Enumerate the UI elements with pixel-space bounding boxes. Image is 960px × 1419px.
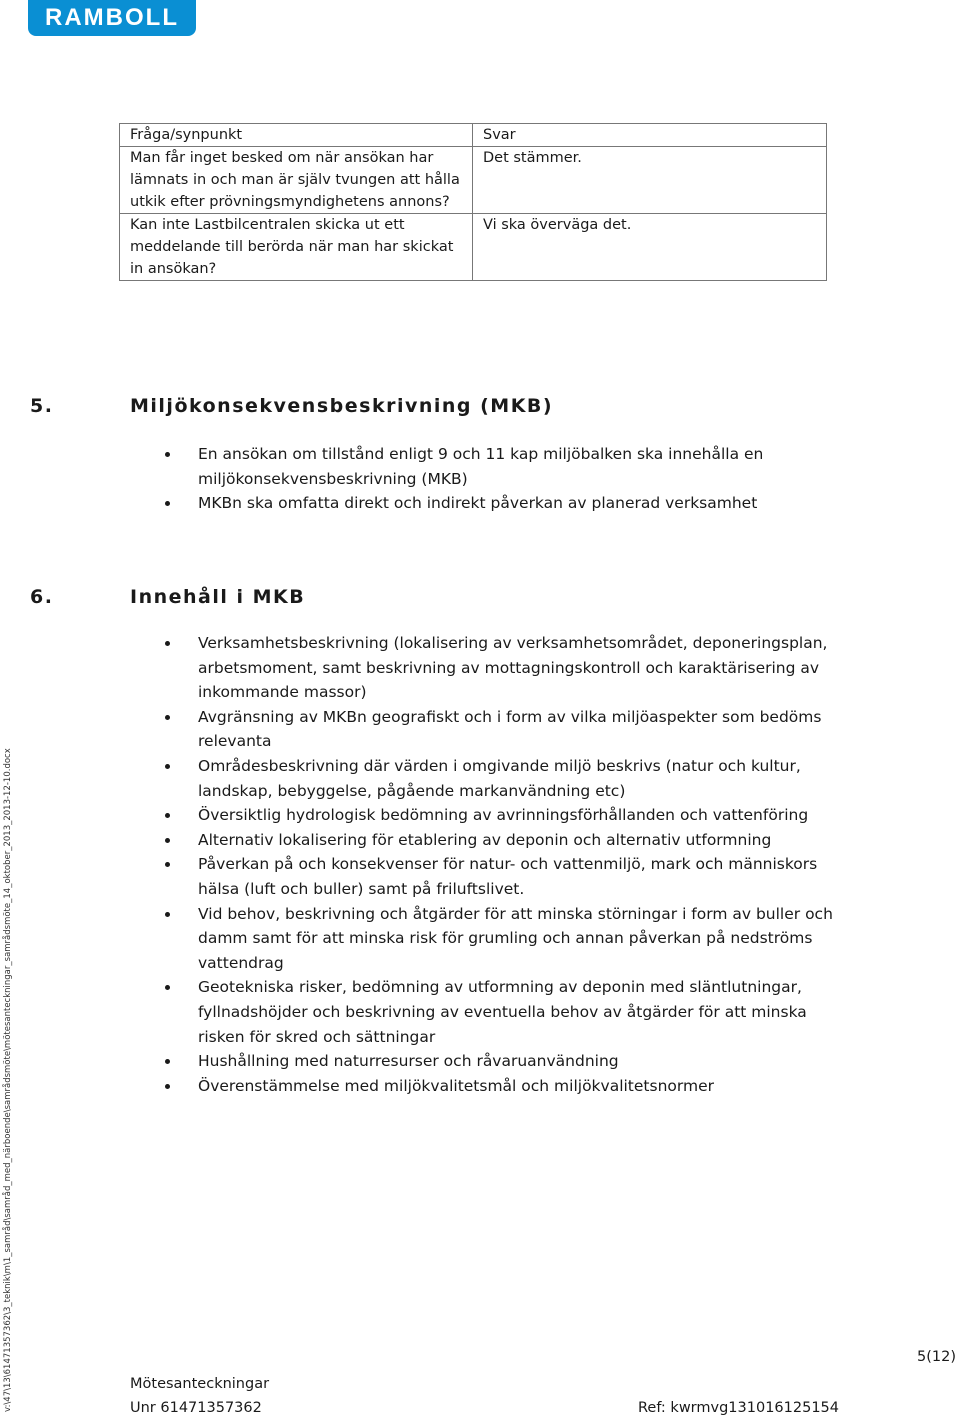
bullet-icon (165, 838, 170, 843)
bullet-icon (165, 1084, 170, 1089)
document-file-path: v:\47\13\61471357362\3_teknik\m\1_samråd\samråd_med_närboende\samrådsmöte\mötesanteckningar_samrådsmöte_14_oktober_2013_2013-12-10.docx (3, 748, 13, 1412)
list-item (160, 902, 840, 976)
answer-cell: Det stämmer. (473, 147, 827, 214)
bullet-text: En ansökan om tillstånd enligt 9 och 11 kap miljöbalken ska innehålla en miljökonsekvensbeskrivning (MKB) (198, 445, 764, 488)
list-item (160, 975, 840, 1049)
qa-table (119, 123, 827, 281)
question-cell: Man får inget besked om när ansökan har lämnats in och man är själv tvungen att hålla utkik efter prövningsmyndighetens annons? (120, 147, 473, 214)
bullet-icon (165, 912, 170, 917)
list-item (160, 852, 840, 901)
header-answer: Svar (473, 124, 827, 147)
bullet-text: Översiktlig hydrologisk bedömning av avrinningsförhållanden och vattenföring (198, 806, 809, 825)
list-item (160, 1074, 840, 1099)
bullet-text: Verksamhetsbeskrivning (lokalisering av verksamhetsområdet, deponeringsplan, arbetsmoment, samt beskrivning av mottagningskontroll och karaktärisering av inkommande massor) (198, 634, 828, 702)
list-item (160, 705, 840, 754)
bullet-icon (165, 501, 170, 506)
list-item (160, 828, 840, 853)
question-cell: Kan inte Lastbilcentralen skicka ut ett meddelande till berörda när man har skickat in ansökan? (120, 214, 473, 281)
list-item (160, 754, 840, 803)
bullet-text: Alternativ lokalisering för etablering av deponin och alternativ utformning (198, 830, 772, 849)
list-item (160, 803, 840, 828)
list-item (160, 491, 840, 516)
bullet-text: Avgränsning av MKBn geografiskt och i form av vilka miljöaspekter som bedöms relevanta (198, 707, 822, 751)
bullet-text: MKBn ska omfatta direkt och indirekt påverkan av planerad verksamhet (198, 494, 758, 513)
bullet-text: Påverkan på och konsekvenser för natur- och vattenmiljö, mark och människors hälsa (luft och buller) samt på friluftslivet. (198, 855, 818, 898)
section-title: Miljökonsekvensbeskrivning (MKB) (130, 395, 554, 417)
section-title: Innehåll i MKB (130, 586, 306, 608)
bullet-icon (165, 715, 170, 720)
section-number: 6. (30, 586, 54, 608)
list-item (160, 631, 840, 705)
table-row (120, 147, 827, 214)
table-header-row (120, 124, 827, 147)
table-row (120, 214, 827, 281)
list-item (160, 1049, 840, 1074)
bullet-text: Områdesbeskrivning där värden i omgivande miljö beskrivs (natur och kultur, landskap, bebyggelse, pågående markanvändning etc) (198, 756, 801, 800)
bullet-icon (165, 1059, 170, 1064)
footer-unr: Unr 61471357362 (130, 1400, 262, 1416)
bullet-icon (165, 813, 170, 818)
section-5-heading (30, 395, 553, 417)
ramboll-logo (28, 0, 196, 36)
section-number: 5. (30, 395, 54, 417)
header-question: Fråga/synpunkt (120, 124, 473, 147)
bullet-text: Hushållning med naturresurser och råvaruanvändning (198, 1052, 619, 1071)
bullet-text: Vid behov, beskrivning och åtgärder för att minska störningar i form av buller och damm samt för att minska risk för grumling och annan påverkan på nedströms vattendrag (198, 904, 833, 972)
bullet-icon (165, 862, 170, 867)
bullet-text: Överenstämmelse med miljökvalitetsmål och miljökvalitetsnormer (198, 1076, 714, 1095)
bullet-text: Geotekniska risker, bedömning av utformning av deponin med släntlutningar, fyllnadshöjder och beskrivning av eventuella behov av åtgärder för att minska risken för skred och sättningar (198, 978, 807, 1046)
footer-doc-type: Mötesanteckningar (130, 1376, 270, 1392)
page-number: 5(12) (917, 1349, 956, 1365)
list-item (160, 442, 840, 491)
section-6-heading (30, 586, 305, 608)
footer-ref: Ref: kwrmvg131016125154 (638, 1400, 840, 1416)
answer-cell: Vi ska överväga det. (473, 214, 827, 281)
bullet-icon (165, 452, 170, 457)
section-6-bullet-list (160, 631, 840, 1098)
logo-text: RAMBOLL (45, 4, 179, 31)
bullet-icon (165, 985, 170, 990)
bullet-icon (165, 641, 170, 646)
section-5-bullet-list (160, 442, 840, 516)
bullet-icon (165, 764, 170, 769)
